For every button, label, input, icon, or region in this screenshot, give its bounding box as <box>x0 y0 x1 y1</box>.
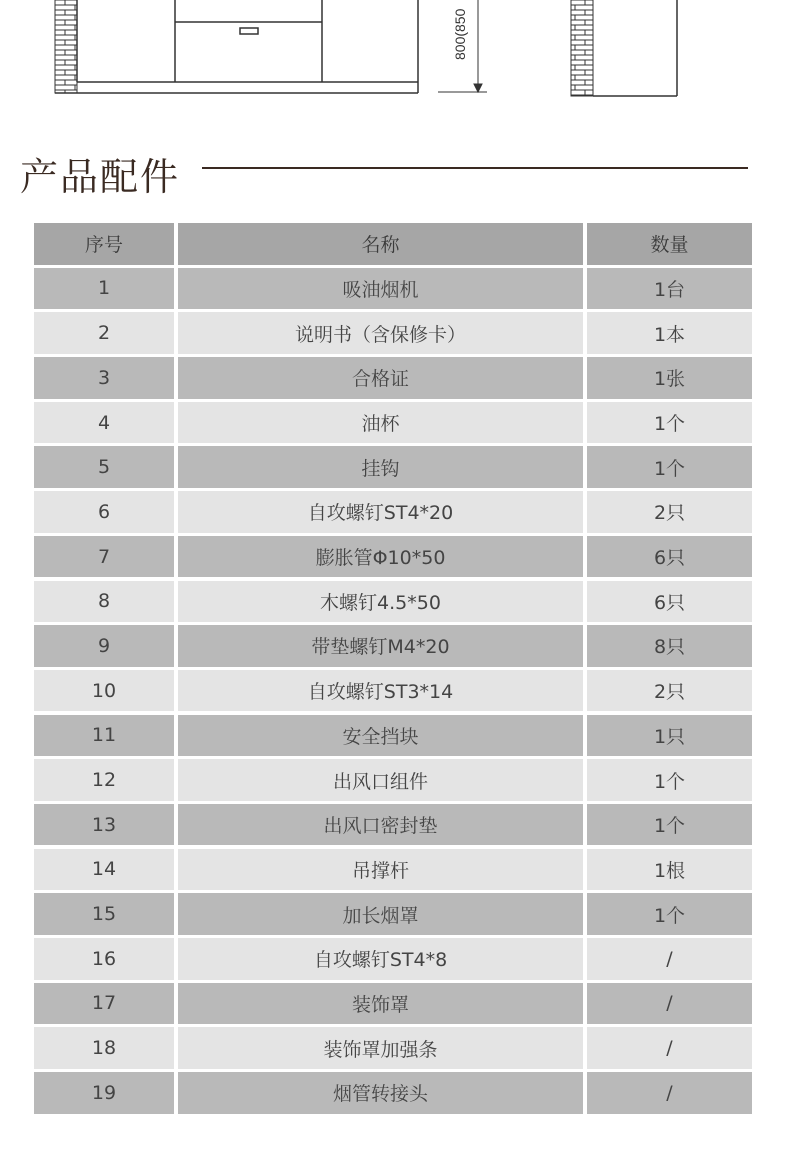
installation-drawing <box>0 0 790 110</box>
row-quantity: 1个 <box>587 446 752 488</box>
row-name: 合格证 <box>178 357 583 399</box>
dimension-label: 800(850 <box>452 8 468 60</box>
row-index: 2 <box>34 312 174 354</box>
row-name: 木螺钉4.5*50 <box>178 581 583 623</box>
row-name: 安全挡块 <box>178 715 583 757</box>
row-index: 16 <box>34 938 174 980</box>
row-name: 出风口组件 <box>178 759 583 801</box>
row-name: 吊撑杆 <box>178 849 583 891</box>
table-row <box>34 402 752 444</box>
row-name: 油杯 <box>178 402 583 444</box>
row-name: 自攻螺钉ST3*14 <box>178 670 583 712</box>
row-index: 12 <box>34 759 174 801</box>
row-index: 6 <box>34 491 174 533</box>
row-index: 15 <box>34 893 174 935</box>
row-name: 装饰罩 <box>178 983 583 1025</box>
table-row <box>34 804 752 846</box>
table-row <box>34 312 752 354</box>
row-index: 4 <box>34 402 174 444</box>
table-row <box>34 357 752 399</box>
table-row <box>34 715 752 757</box>
row-quantity: / <box>587 1072 752 1114</box>
row-index: 13 <box>34 804 174 846</box>
row-name: 出风口密封垫 <box>178 804 583 846</box>
header-quantity: 数量 <box>587 223 752 265</box>
header-index: 序号 <box>34 223 174 265</box>
row-index: 19 <box>34 1072 174 1114</box>
cabinet-outline <box>55 0 418 93</box>
row-quantity: 1个 <box>587 893 752 935</box>
row-index: 14 <box>34 849 174 891</box>
side-view-outline <box>593 0 677 96</box>
row-index: 1 <box>34 268 174 310</box>
table-row <box>34 581 752 623</box>
row-quantity: / <box>587 938 752 980</box>
table-row <box>34 983 752 1025</box>
row-quantity: 1张 <box>587 357 752 399</box>
table-row <box>34 1072 752 1114</box>
row-quantity: 1个 <box>587 402 752 444</box>
row-index: 10 <box>34 670 174 712</box>
row-index: 5 <box>34 446 174 488</box>
header-name: 名称 <box>178 223 583 265</box>
left-wall-brick <box>55 0 77 93</box>
row-quantity: 6只 <box>587 536 752 578</box>
table-row <box>34 938 752 980</box>
row-quantity: 1台 <box>587 268 752 310</box>
row-name: 加长烟罩 <box>178 893 583 935</box>
table-row <box>34 491 752 533</box>
table-row <box>34 268 752 310</box>
row-index: 18 <box>34 1027 174 1069</box>
table-row <box>34 625 752 667</box>
row-quantity: 1个 <box>587 804 752 846</box>
row-index: 8 <box>34 581 174 623</box>
row-index: 11 <box>34 715 174 757</box>
table-header-row <box>34 223 752 265</box>
row-quantity: 1只 <box>587 715 752 757</box>
row-index: 3 <box>34 357 174 399</box>
row-quantity: 1根 <box>587 849 752 891</box>
row-quantity: / <box>587 1027 752 1069</box>
row-name: 挂钩 <box>178 446 583 488</box>
row-quantity: / <box>587 983 752 1025</box>
table-row <box>34 1027 752 1069</box>
row-name: 膨胀管Φ10*50 <box>178 536 583 578</box>
section-title: 产品配件 <box>20 155 181 199</box>
right-wall-brick <box>571 0 593 96</box>
row-name: 装饰罩加强条 <box>178 1027 583 1069</box>
row-quantity: 8只 <box>587 625 752 667</box>
row-name: 吸油烟机 <box>178 268 583 310</box>
accessories-table <box>34 223 752 1117</box>
table-row <box>34 759 752 801</box>
row-name: 自攻螺钉ST4*8 <box>178 938 583 980</box>
row-name: 说明书（含保修卡） <box>178 312 583 354</box>
row-quantity: 1个 <box>587 759 752 801</box>
row-index: 9 <box>34 625 174 667</box>
row-quantity: 6只 <box>587 581 752 623</box>
table-row <box>34 849 752 891</box>
row-index: 7 <box>34 536 174 578</box>
row-quantity: 2只 <box>587 670 752 712</box>
row-name: 带垫螺钉M4*20 <box>178 625 583 667</box>
table-row <box>34 536 752 578</box>
table-row <box>34 893 752 935</box>
table-row <box>34 670 752 712</box>
row-name: 烟管转接头 <box>178 1072 583 1114</box>
title-divider <box>202 167 748 169</box>
row-quantity: 1本 <box>587 312 752 354</box>
row-name: 自攻螺钉ST4*20 <box>178 491 583 533</box>
row-quantity: 2只 <box>587 491 752 533</box>
table-row <box>34 446 752 488</box>
row-index: 17 <box>34 983 174 1025</box>
